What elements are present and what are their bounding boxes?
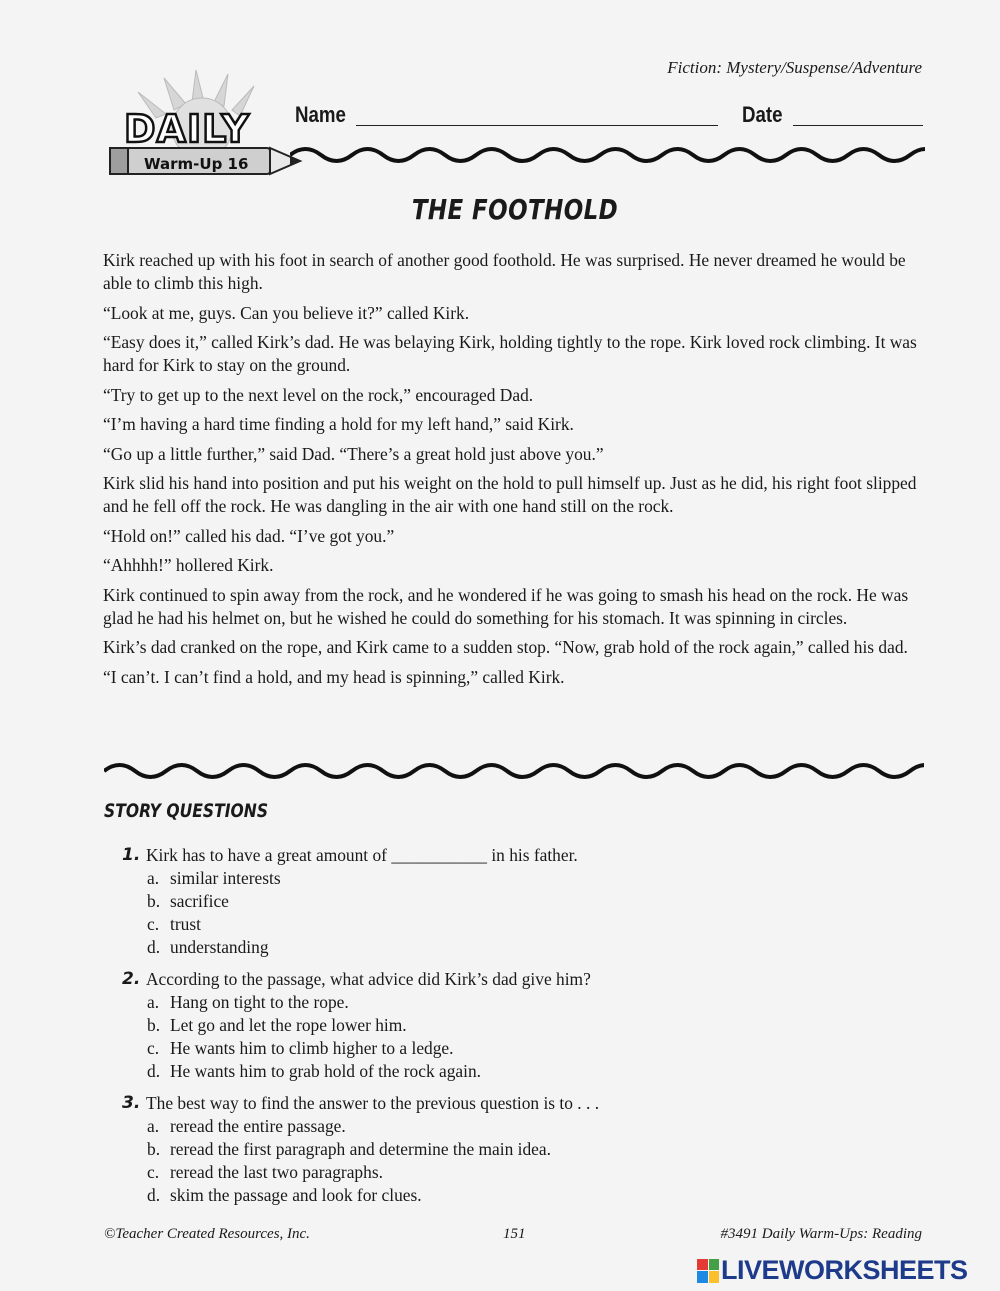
- answer-option[interactable]: c. trust: [147, 914, 201, 934]
- answer-option[interactable]: c. reread the last two paragraphs.: [147, 1162, 383, 1182]
- date-field[interactable]: [793, 125, 923, 126]
- liveworksheets-brand[interactable]: [697, 1255, 968, 1286]
- story-paragraph: “I’m having a hard time finding a hold for my left hand,” said Kirk.: [103, 414, 574, 434]
- name-label: Name: [295, 102, 346, 127]
- genre-label: Fiction: Mystery/Suspense/Adventure: [667, 58, 922, 77]
- daily-warmup-logo: [104, 70, 304, 185]
- story-paragraph: “Ahhhh!” hollered Kirk.: [103, 555, 274, 575]
- story-paragraph: “Go up a little further,” said Dad. “There’s a great hold just above you.”: [103, 443, 604, 464]
- wavy-divider-top: [290, 140, 925, 170]
- story-paragraph: “I can’t. I can’t find a hold, and my head is spinning,” called Kirk.: [103, 666, 565, 687]
- answer-option[interactable]: d. understanding: [147, 937, 269, 957]
- answer-option[interactable]: b. reread the first paragraph and determine the main idea.: [147, 1139, 551, 1159]
- question-number: 1.: [122, 845, 141, 865]
- story-paragraph: “Easy does it,” called Kirk’s dad. He was belaying Kirk, holding tightly to the rope. Kirk loved rock climbing. It was hard for Kirk to stay on the ground.: [103, 332, 917, 375]
- story-paragraph: Kirk slid his hand into position and put his weight on the hold to pull himself up. Just as he did, his right foot slipped and he fell off the rock. He was dangling in the air with one hand still on the rock.: [103, 473, 917, 516]
- answer-option[interactable]: a. similar interests: [147, 868, 281, 888]
- story-paragraph: “Hold on!” called his dad. “I’ve got you.”: [103, 525, 395, 546]
- story-paragraph: “Look at me, guys. Can you believe it?” called Kirk.: [103, 302, 470, 323]
- question-text: Kirk has to have a great amount of ___________ in his father.: [146, 845, 578, 865]
- date-label: Date: [742, 102, 783, 127]
- story-paragraph: “Try to get up to the next level on the rock,” encouraged Dad.: [103, 384, 534, 405]
- answer-option[interactable]: a. reread the entire passage.: [147, 1116, 346, 1136]
- questions-list: [122, 844, 922, 1216]
- story-questions-heading: STORY QUESTIONS: [104, 800, 269, 822]
- svg-text:DAILY: DAILY: [124, 107, 250, 151]
- question-number: 2.: [122, 969, 141, 989]
- story-paragraph: Kirk reached up with his foot in search of another good foothold. He was surprised. He never dreamed he would be able to climb this high.: [103, 250, 906, 293]
- footer-page-number: 151: [503, 1226, 526, 1242]
- question-number: 3.: [122, 1093, 141, 1113]
- answer-option[interactable]: d. He wants him to grab hold of the rock again.: [147, 1061, 482, 1081]
- answer-option[interactable]: b. Let go and let the rope lower him.: [147, 1015, 407, 1035]
- page-title: THE FOOTHOLD: [411, 193, 619, 226]
- answer-option[interactable]: b. sacrifice: [147, 891, 229, 911]
- story-paragraph: Kirk continued to spin away from the rock, and he wondered if he was going to smash his head on the rock. He was glad he had his helmet on, but he wished he could do something for his stomach. It was spinning in circles.: [103, 584, 909, 628]
- question-text: The best way to find the answer to the previous question is to . . .: [146, 1093, 600, 1113]
- question-3: [122, 1092, 922, 1207]
- story-paragraph: Kirk’s dad cranked on the rope, and Kirk came to a sudden stop. “Now, grab hold of the rock again,” called his dad.: [103, 637, 908, 657]
- answer-option[interactable]: c. He wants him to climb higher to a ledge.: [147, 1038, 454, 1058]
- question-2: [122, 968, 922, 1083]
- footer-copyright: ©Teacher Created Resources, Inc.: [104, 1226, 310, 1242]
- footer-book-title: #3491 Daily Warm-Ups: Reading: [720, 1226, 922, 1242]
- svg-text:Warm-Up 16: Warm-Up 16: [144, 155, 249, 173]
- answer-option[interactable]: a. Hang on tight to the rope.: [147, 992, 349, 1012]
- story-passage: [103, 249, 928, 695]
- wavy-divider-middle: [104, 756, 924, 786]
- question-1: [122, 844, 922, 959]
- answer-option[interactable]: d. skim the passage and look for clues.: [147, 1185, 422, 1205]
- brand-name: LIVEWORKSHEETS: [721, 1255, 968, 1285]
- name-field[interactable]: [356, 125, 718, 126]
- question-text: According to the passage, what advice did Kirk’s dad give him?: [146, 969, 591, 989]
- liveworksheets-logo-icon: [697, 1259, 719, 1283]
